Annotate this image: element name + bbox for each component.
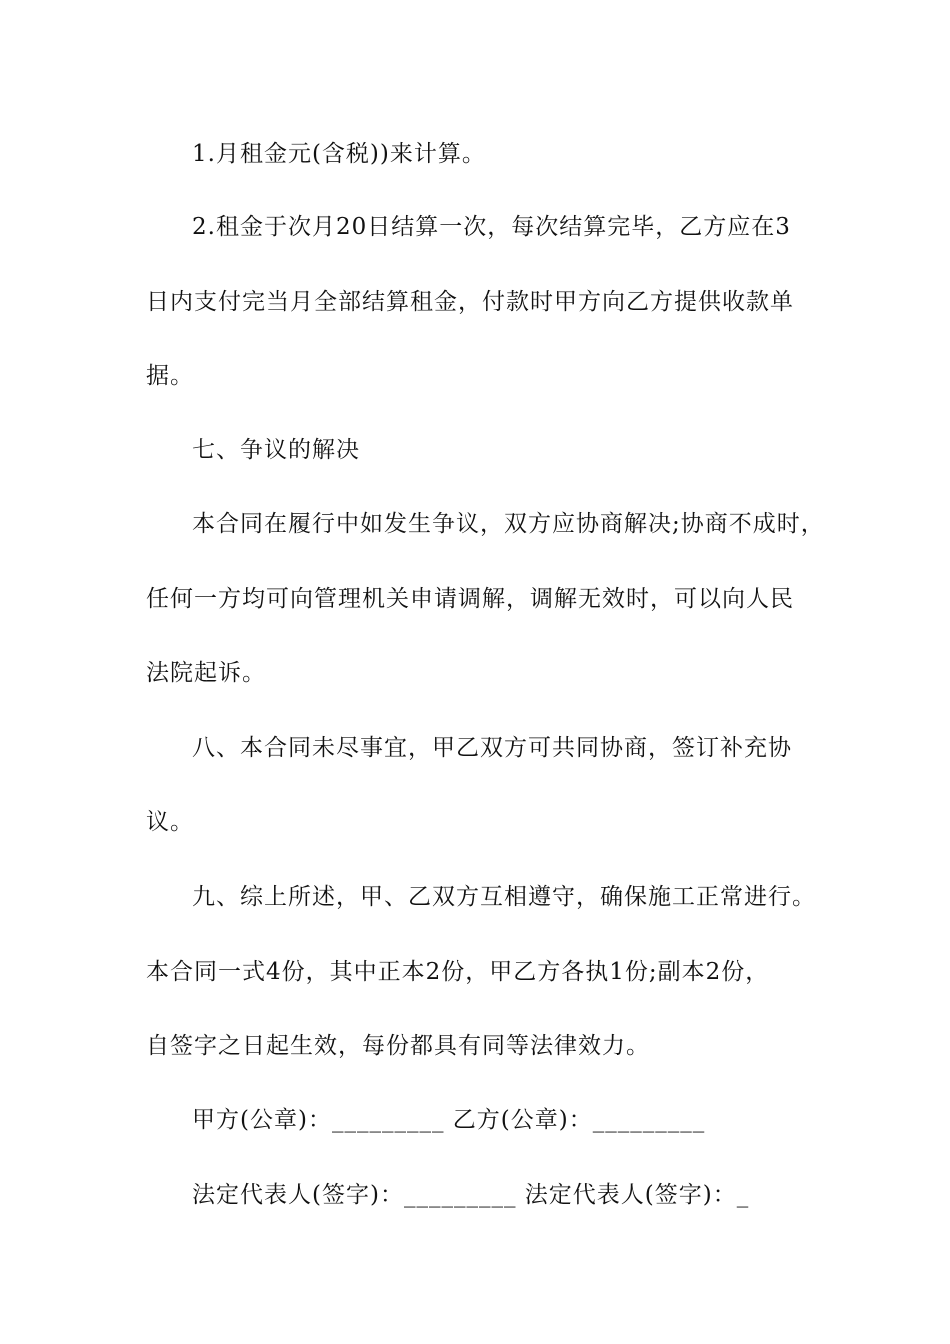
settlement-line-2: 日内支付完当月全部结算租金，付款时甲方向乙方提供收款单 [146, 289, 794, 315]
party-seal-line: 甲方(公章)：_________ 乙方(公章)：_________ [192, 1107, 706, 1133]
settlement-line-1: 2.租金于次月20日结算一次，每次结算完毕，乙方应在3 [192, 214, 791, 240]
clause-nine-line-2: 本合同一式4份，其中正本2份，甲乙方各执1份;副本2份， [146, 959, 770, 985]
settlement-line-3: 据。 [146, 363, 194, 389]
dispute-line-1: 本合同在履行中如发生争议，双方应协商解决;协商不成时， [192, 511, 825, 537]
rent-calc-line: 1.月租金元(含税))来计算。 [192, 141, 486, 167]
clause-nine-line-1: 九、综上所述，甲、乙双方互相遵守，确保施工正常进行。 [192, 884, 816, 910]
legal-rep-signature-line: 法定代表人(签字)：_________ 法定代表人(签字)：_ [192, 1182, 750, 1208]
clause-eight-line-2: 议。 [146, 809, 194, 835]
clause-nine-line-3: 自签字之日起生效，每份都具有同等法律效力。 [146, 1033, 650, 1059]
dispute-line-2: 任何一方均可向管理机关申请调解，调解无效时，可以向人民 [146, 586, 794, 612]
clause-eight-line-1: 八、本合同未尽事宜，甲乙双方可共同协商，签订补充协 [192, 735, 792, 761]
section-heading-dispute: 七、争议的解决 [192, 437, 360, 463]
dispute-line-3: 法院起诉。 [146, 660, 266, 686]
